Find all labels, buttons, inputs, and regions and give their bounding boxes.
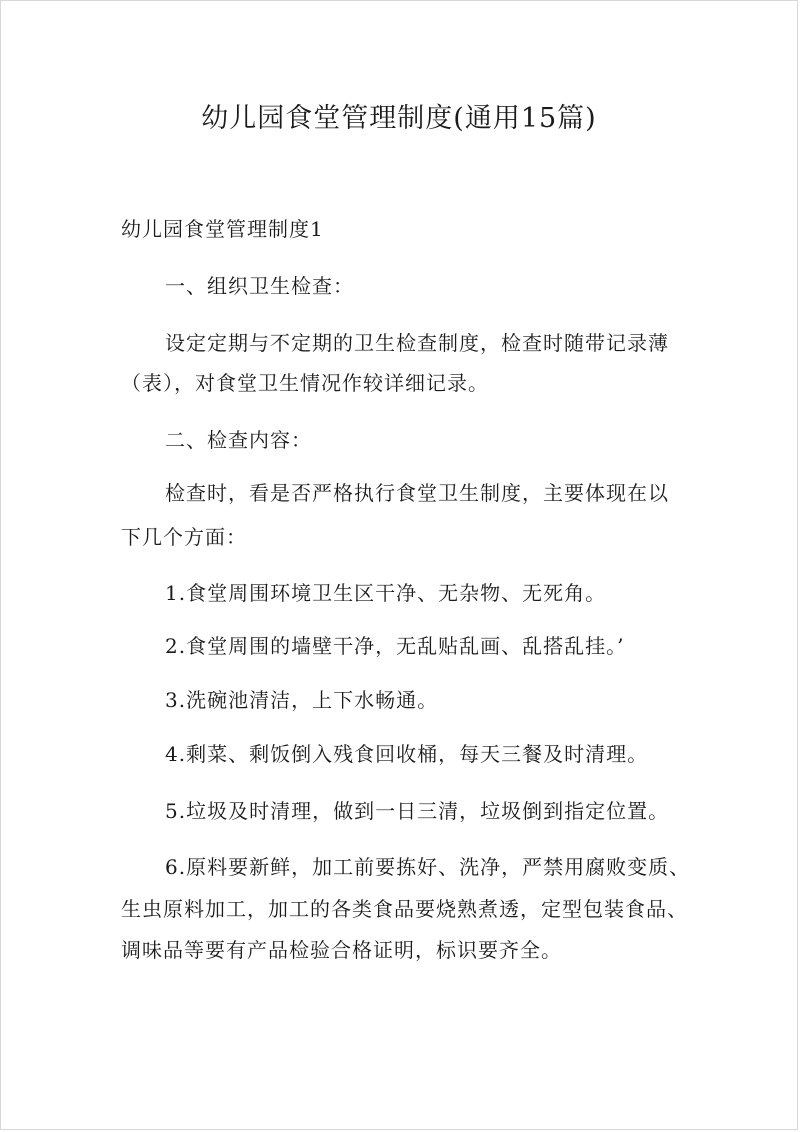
para-inspection-system-line-2: （表），对食堂卫生情况作较详细记录。 <box>121 371 489 395</box>
para-inspection-intro-line-2: 下几个方面： <box>121 525 247 549</box>
section-heading: 幼儿园食堂管理制度1 <box>121 217 324 241</box>
para-inspection-intro-line-1: 检查时，看是否严格执行食堂卫生制度，主要体现在以 <box>165 481 669 505</box>
list-item-2: 2.食堂周围的墙壁干净，无乱贴乱画、乱搭乱挂。’ <box>165 634 625 658</box>
heading-inspection-content: 二、检查内容： <box>165 428 312 452</box>
list-item-4: 4.剩菜、剩饭倒入残食回收桶，每天三餐及时清理。 <box>165 742 649 766</box>
list-item-3: 3.洗碗池清洁，上下水畅通。 <box>165 688 439 712</box>
list-item-6-line-3: 调味品等要有产品检验合格证明，标识要齐全。 <box>121 938 562 962</box>
heading-inspection-org: 一、组织卫生检查： <box>165 274 354 298</box>
list-item-1: 1.食堂周围环境卫生区干净、无杂物、无死角。 <box>165 581 607 605</box>
para-inspection-system-line-1: 设定定期与不定期的卫生检查制度，检查时随带记录薄 <box>165 331 669 355</box>
list-item-6-line-2: 生虫原料加工，加工的各类食品要烧熟煮透，定型包装食品、 <box>121 897 688 921</box>
document-title: 幼儿园食堂管理制度(通用15篇) <box>201 103 597 134</box>
list-item-6-line-1: 6.原料要新鲜，加工前要拣好、洗净，严禁用腐败变质、 <box>165 855 691 879</box>
list-item-5: 5.垃圾及时清理，做到一日三清，垃圾倒到指定位置。 <box>165 799 670 823</box>
